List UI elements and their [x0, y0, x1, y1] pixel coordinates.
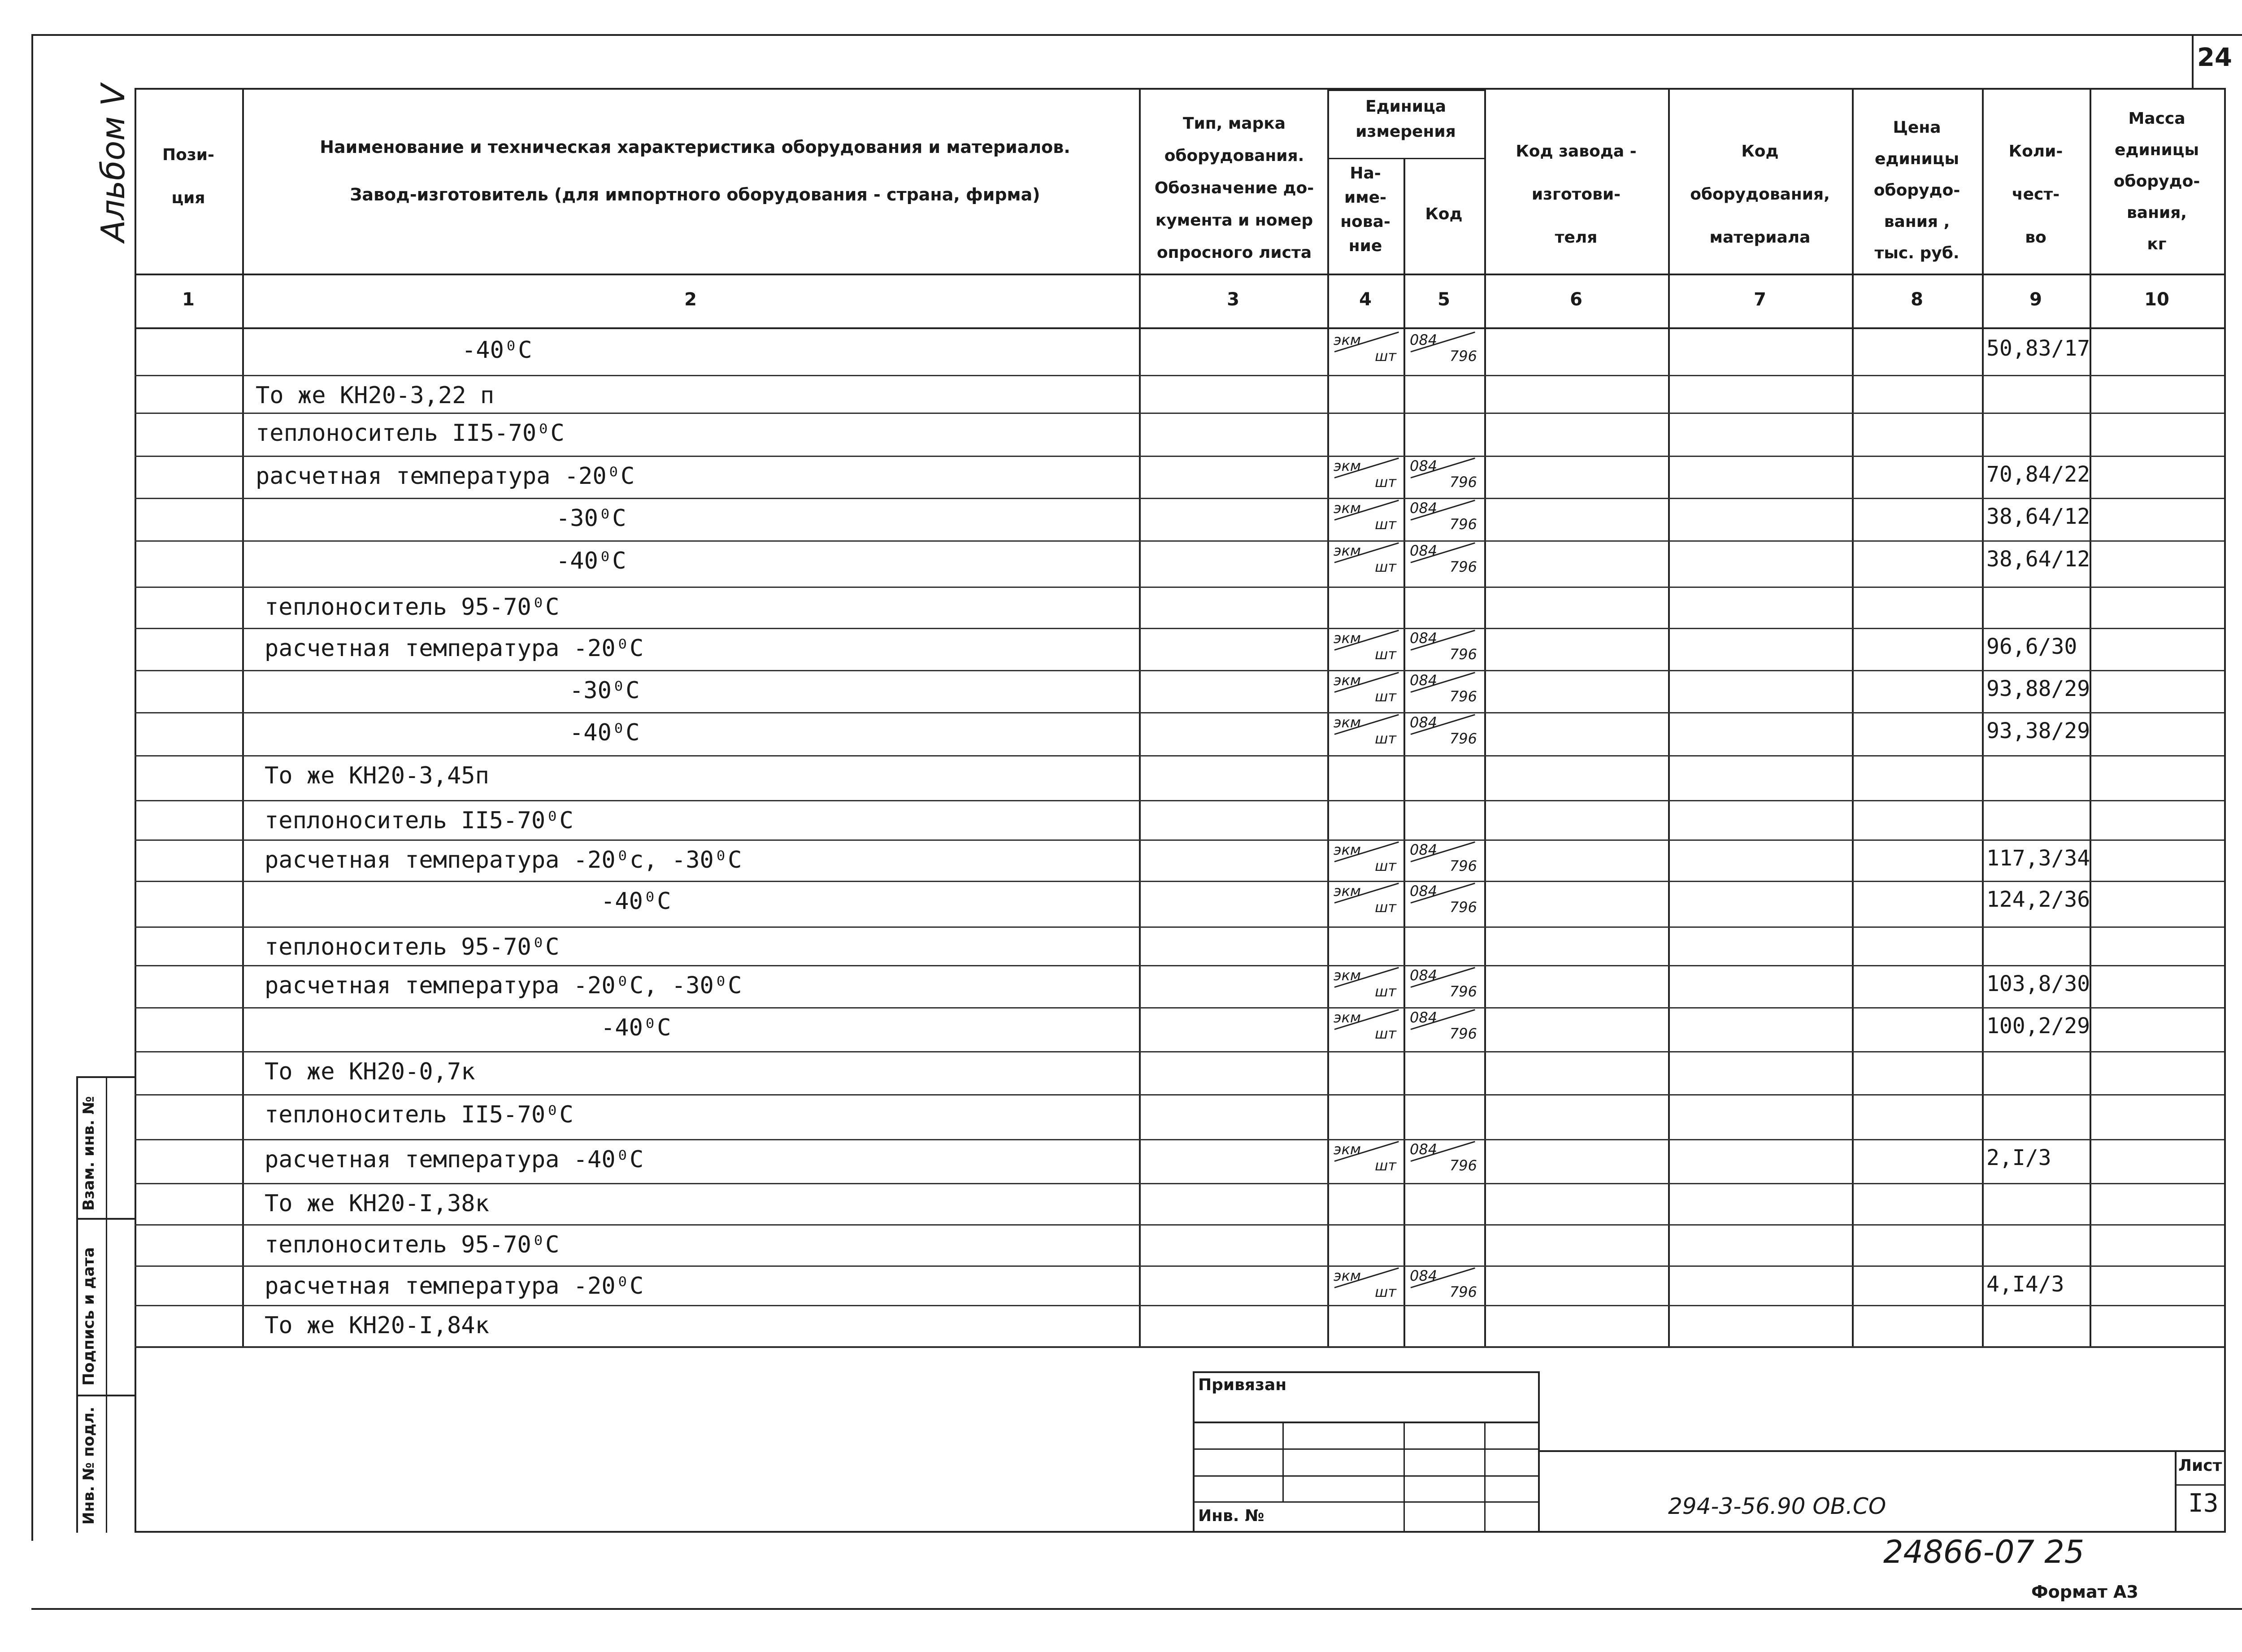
- unit-part: экм: [1334, 542, 1361, 559]
- unit-name: [1330, 1142, 1402, 1178]
- unit-part: экм: [1334, 500, 1361, 517]
- code-part: 084: [1410, 500, 1438, 517]
- row-description: расчетная температура -20⁰с, -30⁰С: [265, 847, 742, 874]
- unit-part: шт: [1375, 646, 1396, 663]
- row-divider: [135, 881, 2224, 882]
- frame-bottom: [31, 1608, 2242, 1610]
- code-part: 084: [1410, 542, 1438, 559]
- unit-part: шт: [1375, 474, 1396, 491]
- header-col5: Код: [1425, 205, 1463, 223]
- header-col4: На- име- нова- ние: [1340, 164, 1390, 255]
- album-label: Альбом V: [94, 84, 132, 242]
- unit-name: [1330, 1268, 1402, 1304]
- quantity: 38,64/12: [1986, 504, 2090, 529]
- row-description: расчетная температура -40⁰С: [265, 1146, 644, 1173]
- colnum-3: 3: [1227, 289, 1239, 310]
- row-divider: [135, 926, 2224, 928]
- code-part: 084: [1410, 1141, 1438, 1158]
- unit-code: [1406, 715, 1482, 751]
- unit-code: [1406, 968, 1482, 1004]
- unit-code: [1406, 673, 1482, 709]
- row-description: расчетная температура -20⁰С: [265, 1273, 644, 1300]
- row-divider: [135, 1265, 2224, 1267]
- row-description: теплоноситель 95-70⁰С: [265, 934, 560, 961]
- quantity: 2,I/3: [1986, 1145, 2051, 1170]
- code-part: 084: [1410, 967, 1438, 984]
- row-description: То же КН20-3,22 п: [256, 382, 495, 409]
- colnum-8: 8: [1911, 289, 1923, 310]
- quantity: 103,8/30: [1986, 971, 2090, 996]
- format-label: Формат А3: [2031, 1582, 2138, 1602]
- quantity: 100,2/29: [1986, 1013, 2090, 1039]
- code-part: 796: [1449, 983, 1477, 1000]
- code-part: 796: [1449, 1283, 1477, 1300]
- row-description: теплоноситель 95-70⁰С: [265, 1231, 560, 1258]
- quantity: 93,38/29: [1986, 718, 2090, 743]
- code-part: 796: [1449, 688, 1477, 705]
- colnum-6: 6: [1570, 289, 1582, 310]
- unit-part: экм: [1334, 841, 1361, 858]
- stamp-list-number: I3: [2188, 1489, 2219, 1518]
- row-divider: [135, 498, 2224, 499]
- unit-part: экм: [1334, 331, 1361, 348]
- code-part: 084: [1410, 331, 1438, 348]
- code-part: 084: [1410, 630, 1438, 647]
- code-part: 084: [1410, 1267, 1438, 1284]
- unit-part: экм: [1334, 457, 1361, 474]
- row-divider: [135, 965, 2224, 966]
- unit-part: шт: [1375, 983, 1396, 1000]
- unit-name: [1330, 1010, 1402, 1046]
- code-part: 084: [1410, 1009, 1438, 1026]
- quantity: 70,84/22: [1986, 462, 2090, 487]
- quantity: 93,88/29: [1986, 676, 2090, 701]
- row-divider: [135, 712, 2224, 713]
- unit-part: экм: [1334, 714, 1361, 731]
- unit-name: [1330, 500, 1402, 536]
- row-description: -40⁰С: [556, 548, 626, 574]
- header-col7: Код оборудования, материала: [1690, 142, 1830, 247]
- row-description: То же КН20-I,84к: [265, 1312, 489, 1339]
- quantity: 4,I4/3: [1986, 1272, 2064, 1297]
- unit-part: шт: [1375, 1283, 1396, 1300]
- row-divider: [135, 1094, 2224, 1096]
- row-divider: [135, 1051, 2224, 1052]
- table-top: [135, 88, 2224, 90]
- colnum-5: 5: [1438, 289, 1450, 310]
- colnum-1: 1: [182, 289, 195, 310]
- header-col9: Коли- чест- во: [2008, 142, 2063, 247]
- unit-name: [1330, 715, 1402, 751]
- code-part: 796: [1449, 558, 1477, 575]
- code-part: 796: [1449, 348, 1477, 365]
- stamp-doc-code: 294-3-56.90 ОВ.СО: [1668, 1493, 1886, 1519]
- side-vzam-inv: Взам. инв. №: [80, 1096, 98, 1211]
- row-description: То же КН20-I,38к: [265, 1190, 489, 1217]
- colnum-4: 4: [1359, 289, 1372, 310]
- unit-part: шт: [1375, 348, 1396, 365]
- row-description: -40⁰С: [569, 719, 640, 746]
- row-description: расчетная температура -20⁰С: [265, 635, 644, 662]
- unit-part: экм: [1334, 967, 1361, 984]
- unit-part: шт: [1375, 516, 1396, 533]
- row-divider: [135, 1007, 2224, 1009]
- archive-number: 24866-07 25: [1883, 1534, 2085, 1570]
- quantity: 124,2/36: [1986, 887, 2090, 912]
- unit-part: экм: [1334, 1141, 1361, 1158]
- row-description: -30⁰С: [556, 505, 626, 532]
- colnum-10: 10: [2144, 289, 2169, 310]
- code-part: 796: [1449, 730, 1477, 747]
- unit-code: [1406, 630, 1482, 666]
- unit-name: [1330, 458, 1402, 494]
- header-col6: Код завода - изготови- теля: [1516, 142, 1637, 247]
- unit-code: [1406, 1010, 1482, 1046]
- row-description: теплоноситель II5-70⁰С: [265, 1101, 574, 1128]
- row-divider: [135, 628, 2224, 629]
- colnum-9: 9: [2029, 289, 2042, 310]
- row-description: -30⁰С: [569, 677, 640, 704]
- unit-name: [1330, 630, 1402, 666]
- row-divider: [135, 587, 2224, 588]
- quantity: 96,6/30: [1986, 634, 2077, 659]
- row-description: -40⁰С: [462, 337, 532, 364]
- row-divider: [135, 839, 2224, 841]
- unit-part: экм: [1334, 1009, 1361, 1026]
- row-description: теплоноситель 95-70⁰С: [265, 594, 560, 621]
- code-part: 084: [1410, 883, 1438, 900]
- unit-code: [1406, 332, 1482, 368]
- code-part: 084: [1410, 714, 1438, 731]
- unit-name: [1330, 883, 1402, 919]
- row-description: То же КН20-3,45п: [265, 762, 489, 789]
- row-description: расчетная температура -20⁰С, -30⁰С: [265, 972, 742, 999]
- row-description: теплоноситель II5-70⁰С: [256, 420, 565, 447]
- row-divider: [135, 1224, 2224, 1226]
- colnum-7: 7: [1754, 289, 1766, 310]
- row-description: теплоноситель II5-70⁰С: [265, 807, 574, 834]
- header-col8: Цена единицы оборудо- вания , тыс. руб.: [1873, 118, 1960, 262]
- unit-name: [1330, 332, 1402, 368]
- unit-code: [1406, 458, 1482, 494]
- row-divider: [135, 1346, 2224, 1348]
- quantity: 117,3/34: [1986, 846, 2090, 871]
- unit-code: [1406, 1268, 1482, 1304]
- code-part: 796: [1449, 516, 1477, 533]
- unit-name: [1330, 673, 1402, 709]
- unit-name: [1330, 543, 1402, 579]
- code-part: 796: [1449, 474, 1477, 491]
- row-description: -40⁰С: [601, 1014, 671, 1041]
- row-divider: [135, 1139, 2224, 1140]
- stamp-inv-no: Инв. №: [1198, 1507, 1264, 1525]
- row-divider: [135, 540, 2224, 542]
- row-description: -40⁰С: [601, 888, 671, 915]
- header-col10: Масса единицы оборудо- вания, кг: [2113, 109, 2200, 253]
- unit-code: [1406, 543, 1482, 579]
- row-divider: [135, 1183, 2224, 1184]
- unit-part: экм: [1334, 672, 1361, 689]
- row-divider: [135, 1305, 2224, 1306]
- row-divider: [135, 456, 2224, 457]
- unit-part: шт: [1375, 1025, 1396, 1042]
- side-podpis-data: Подпись и дата: [80, 1247, 98, 1386]
- unit-code: [1406, 500, 1482, 536]
- stamp-list-label: Лист: [2178, 1456, 2222, 1475]
- header-col3: Тип, марка оборудования. Обозначение до- кумента и номер опросного листа: [1154, 114, 1314, 262]
- code-part: 796: [1449, 857, 1477, 874]
- row-divider: [135, 670, 2224, 671]
- row-divider: [135, 800, 2224, 801]
- row-divider: [135, 375, 2224, 376]
- row-description: То же КН20-0,7к: [265, 1058, 475, 1085]
- colnum-2: 2: [684, 289, 697, 310]
- code-part: 084: [1410, 672, 1438, 689]
- header-col2: Наименование и техническая характеристика оборудования и материалов. Завод-изготовитель (для импортного оборудования - страна, фирма): [320, 137, 1070, 204]
- code-part: 796: [1449, 1025, 1477, 1042]
- frame-left: [31, 34, 33, 1541]
- unit-part: шт: [1375, 558, 1396, 575]
- unit-name: [1330, 842, 1402, 878]
- code-part: 796: [1449, 899, 1477, 916]
- row-description: расчетная температура -20⁰С: [256, 463, 635, 490]
- code-part: 084: [1410, 457, 1438, 474]
- unit-part: шт: [1375, 730, 1396, 747]
- code-part: 084: [1410, 841, 1438, 858]
- unit-code: [1406, 883, 1482, 919]
- code-part: 796: [1449, 646, 1477, 663]
- unit-code: [1406, 842, 1482, 878]
- side-inv-podl: Инв. № подл.: [80, 1406, 98, 1525]
- code-part: 796: [1449, 1157, 1477, 1174]
- sheet-number: 24: [2197, 43, 2232, 72]
- quantity: 50,83/17: [1986, 336, 2090, 361]
- header-unit-group: Единица измерения: [1356, 97, 1456, 141]
- unit-part: шт: [1375, 899, 1396, 916]
- unit-part: экм: [1334, 883, 1361, 900]
- stamp-privyazan: Привязан: [1198, 1376, 1287, 1394]
- row-divider: [135, 755, 2224, 756]
- quantity: 38,64/12: [1986, 547, 2090, 572]
- unit-part: шт: [1375, 688, 1396, 705]
- unit-code: [1406, 1142, 1482, 1178]
- header-col1: Пози- ция: [162, 146, 214, 207]
- frame-top: [31, 34, 2242, 36]
- row-divider: [135, 413, 2224, 414]
- unit-part: экм: [1334, 1267, 1361, 1284]
- unit-part: шт: [1375, 857, 1396, 874]
- unit-name: [1330, 968, 1402, 1004]
- unit-part: шт: [1375, 1157, 1396, 1174]
- unit-part: экм: [1334, 630, 1361, 647]
